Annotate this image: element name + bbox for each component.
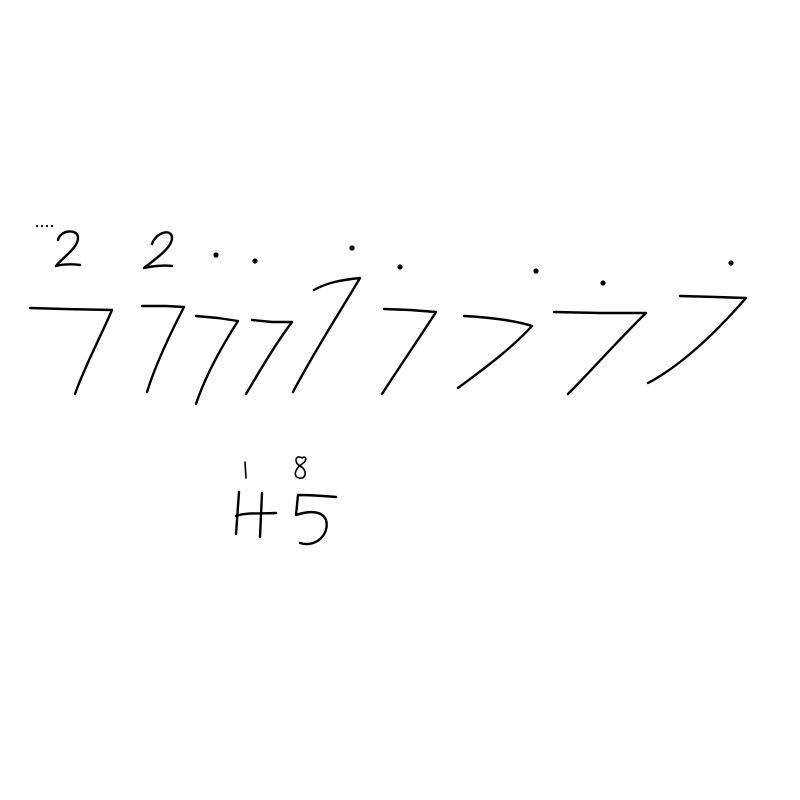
handwritten-seven	[142, 306, 184, 392]
annotation-dot	[41, 225, 43, 227]
handwritten-two	[144, 232, 172, 268]
handwritten-seven	[648, 296, 746, 383]
dot	[600, 280, 605, 285]
dot	[213, 252, 218, 257]
handwritten-eight	[295, 457, 305, 478]
annotation-dot	[46, 225, 48, 227]
dot-row	[213, 245, 733, 285]
annotation-mark-1	[36, 225, 80, 266]
handwritten-seven	[30, 308, 112, 394]
handwritten-four	[236, 492, 276, 537]
handwritten-seven	[554, 312, 646, 394]
handwritten-five	[296, 495, 336, 544]
handwritten-seven	[246, 320, 292, 394]
annotation-dot	[51, 225, 53, 227]
lower-mark-4	[236, 462, 276, 537]
dot	[349, 245, 354, 250]
dot	[252, 258, 257, 263]
dot	[397, 264, 402, 269]
annotation-mark-2	[144, 232, 172, 268]
main-row	[30, 278, 746, 404]
handwritten-two	[56, 231, 80, 266]
dot	[533, 268, 538, 273]
handwritten-seven	[293, 278, 360, 392]
handwritten-seven	[196, 316, 238, 404]
handwritten-seven	[382, 309, 436, 394]
lower-mark-5	[295, 457, 336, 544]
handwritten-seven	[458, 316, 532, 388]
annotation-dot	[36, 225, 38, 227]
handwritten-one	[245, 462, 246, 478]
dot	[728, 260, 733, 265]
